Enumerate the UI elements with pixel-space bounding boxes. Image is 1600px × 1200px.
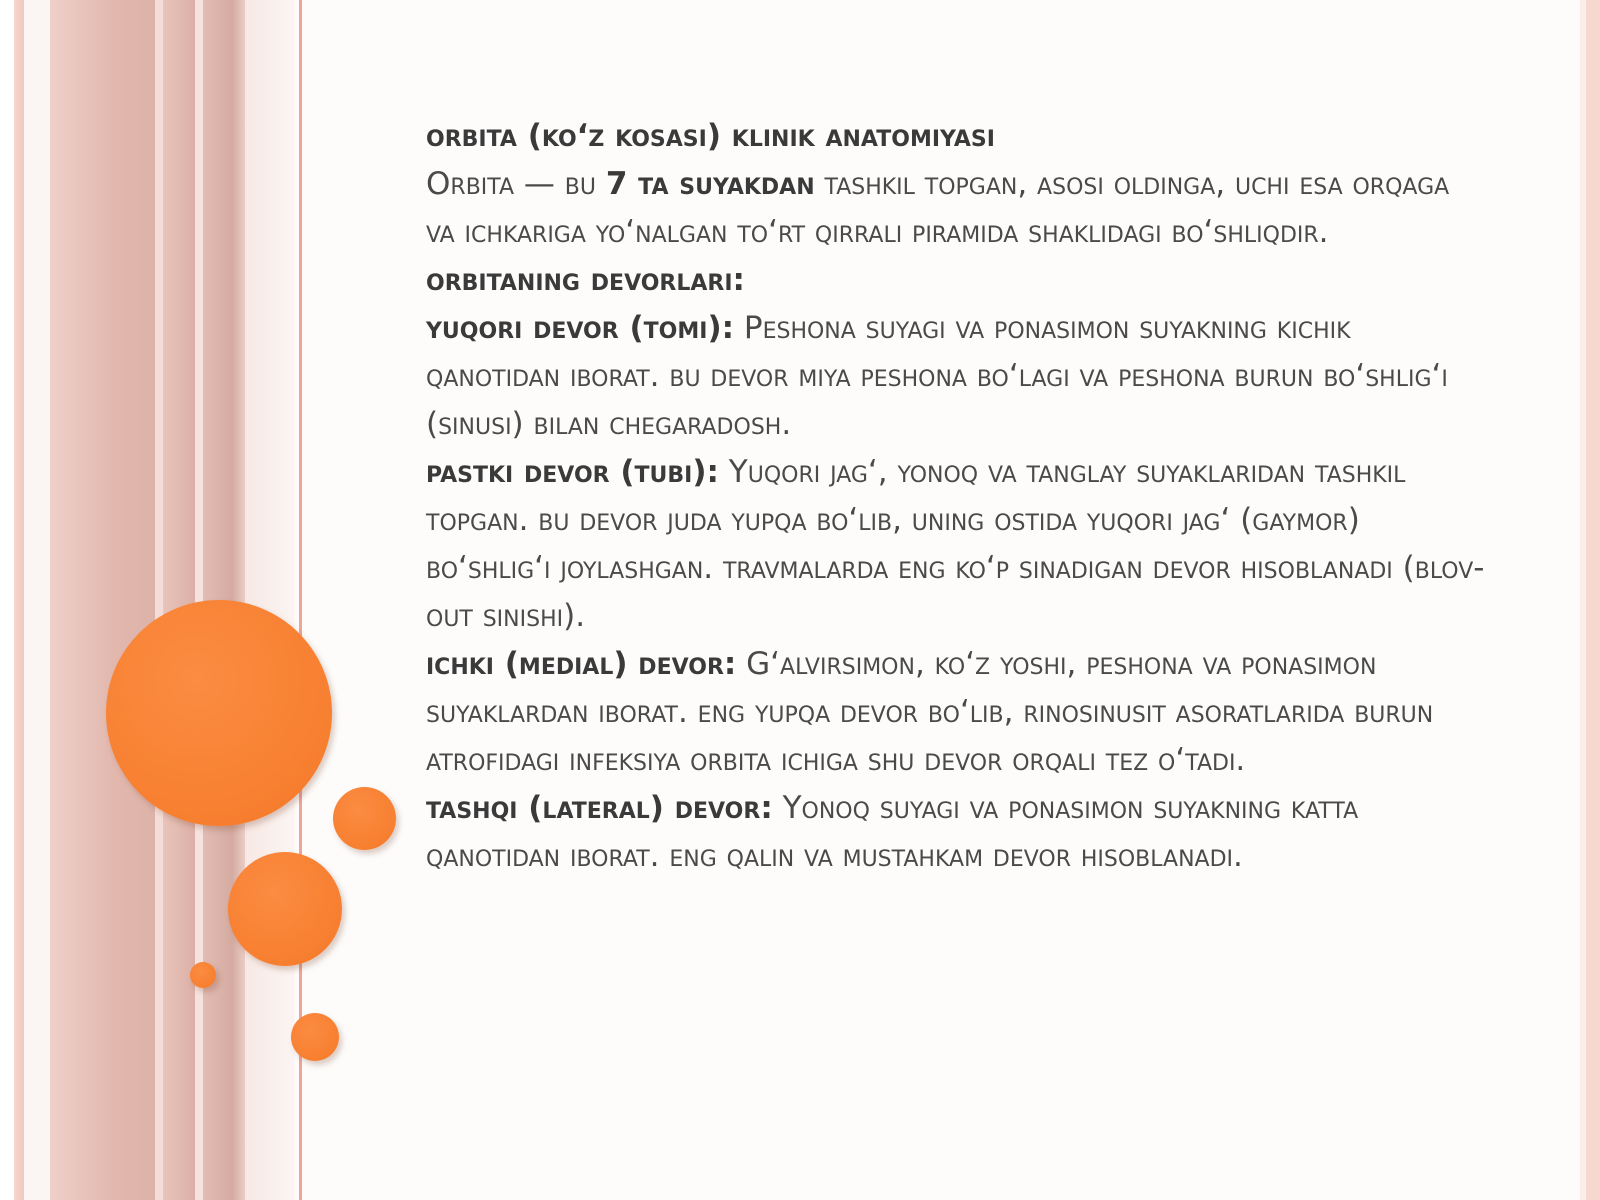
intro-bold-text: 7 ta suyakdan <box>605 166 815 202</box>
wall-name: ichki (medial) devor: <box>426 646 737 682</box>
decorative-stripe <box>50 0 155 1200</box>
wall-paragraph-top <box>426 304 1486 448</box>
wall-name: yuqori devor (tomi): <box>426 310 735 346</box>
wall-lead-letter: Y <box>728 454 748 490</box>
walls-heading: orbitaning devorlari: <box>426 262 745 298</box>
decorative-stripe <box>195 0 203 1200</box>
left-edge-stripe <box>0 0 14 1200</box>
wall-description: uqori jag‘, yonoq va tanglay suyaklaridan tashkil topgan. bu devor juda yupqa bo‘lib, uning ostida yuqori jag‘ (gaymor) bo‘shlig‘i joylashgan. travmalarda eng ko‘p sinadigan devor hisoblanadi (blov-out sinishi). <box>426 454 1485 634</box>
intro-text-before: rbita — bu <box>450 166 606 202</box>
decorative-stripe <box>24 0 50 1200</box>
decorative-stripe <box>155 0 163 1200</box>
wall-paragraph-medial <box>426 640 1486 784</box>
wall-paragraph-bottom <box>426 448 1486 640</box>
wall-description: onoq suyagi va ponasimon suyakning katta qanotidan iborat. eng qalin va mustahkam devor hisoblanadi. <box>426 790 1359 874</box>
intro-text-after: tashkil topgan, asosi oldinga, uchi esa orqaga va ichkariga yo‘nalgan to‘rt qirrali piramida shaklidagi bo‘shliqdir. <box>426 166 1450 250</box>
wall-description: ‘alvirsimon, ko‘z yoshi, peshona va ponasimon suyaklardan iborat. eng yupqa devor bo‘lib, rinosinusit asoratlarida burun atrofidagi infeksiya orbita ichiga shu devor orqali tez o‘tadi. <box>426 646 1434 778</box>
intro-lead-letter: O <box>426 166 451 202</box>
wall-name: pastki devor (tubi): <box>426 454 719 490</box>
decorative-stripe <box>14 0 24 1200</box>
decorative-circle-large <box>106 600 332 826</box>
wall-paragraph-lateral <box>426 784 1486 880</box>
wall-name: tashqi (lateral) devor: <box>426 790 773 826</box>
wall-lead-letter: Y <box>782 790 802 826</box>
intro-paragraph <box>426 160 1486 256</box>
right-edge-stripe <box>1586 0 1600 1200</box>
wall-lead-letter: P <box>743 310 763 346</box>
decorative-circle-small <box>291 1013 339 1061</box>
decorative-circle-small <box>333 787 396 850</box>
decorative-circle-medium <box>228 852 342 966</box>
decorative-stripe <box>245 0 295 1200</box>
slide-content <box>426 112 1486 880</box>
decorative-stripe <box>163 0 195 1200</box>
slide-title: orbita (ko‘z kosasi) klinik anatomiyasi <box>426 118 995 154</box>
decorative-circle-tiny <box>190 962 216 988</box>
wall-description: eshona suyagi va ponasimon suyakning kichik qanotidan iborat. bu devor miya peshona bo‘lagi va peshona burun bo‘shlig‘i (sinusi) bilan chegaradosh. <box>426 310 1448 442</box>
wall-lead-letter: G <box>746 646 771 682</box>
